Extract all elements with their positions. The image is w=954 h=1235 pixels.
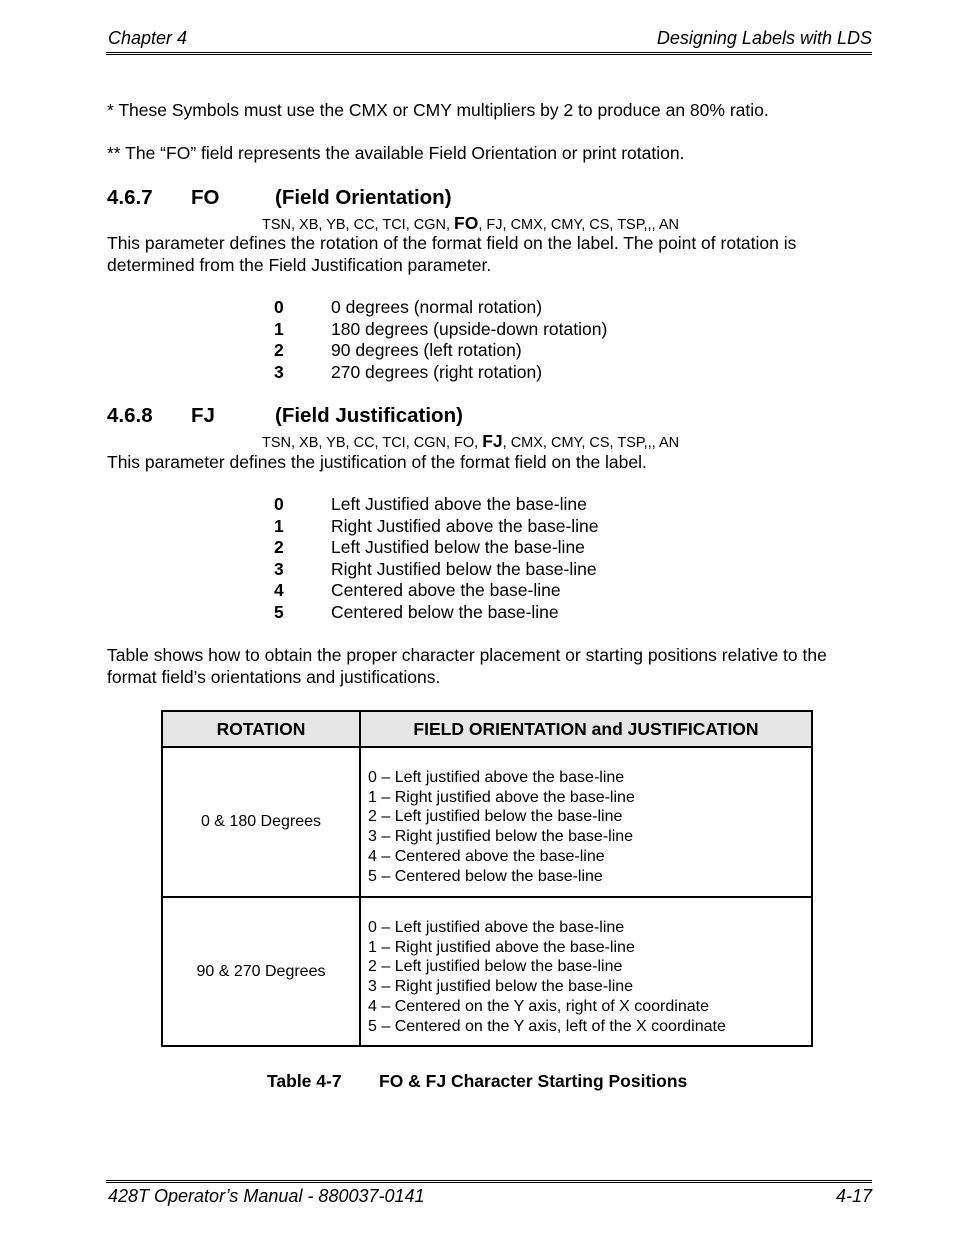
fo-note: ** The “FO” field represents the available Field Orientation or print rotation. [107,143,685,163]
option-key: 2 [274,537,284,557]
section-number: 4.6.7 [107,186,153,209]
starting-positions-table [161,710,813,1047]
option-value: 0 degrees (normal rotation) [331,297,543,317]
option-key: 2 [274,340,284,360]
section-code: FO [191,186,220,209]
option-key: 4 [274,580,284,600]
option-key: 1 [274,515,284,536]
option-value: Centered above the base-line [331,580,561,600]
caption-title: FO & FJ Character Starting Positions [379,1071,688,1091]
param-text: TSN, XB, YB, CC, TCI, CGN, [262,217,455,233]
option-value: 90 degrees (left rotation) [331,340,522,360]
rotation-value: 90 & 270 Degrees [196,962,326,980]
justification-line: 2 – Left justified below the base-line [368,808,623,826]
page-header [106,26,872,55]
rotation-cell [163,898,361,1045]
chapter-label: Chapter 4 [108,28,188,48]
table-row [163,748,811,898]
rotation-value: 0 & 180 Degrees [200,813,322,830]
table-caption [267,1071,688,1092]
justification-line: 4 – Centered above the base-line [368,847,605,865]
rotation-cell [163,748,361,896]
justification-line: 5 – Centered below the base-line [368,867,603,885]
option-key: 5 [274,601,284,622]
chapter-title: Designing Labels with LDS [656,28,872,48]
justification-cell [368,768,635,886]
justification-line: 1 – Right justified above the base-line [368,938,635,956]
manual-title: 428T Operator’s Manual - 880037-0141 [108,1186,425,1206]
section-code: FJ [191,404,215,427]
option-key: 3 [274,361,284,382]
option-key: 1 [274,318,284,339]
param-text: TSN, XB, YB, CC, TCI, CGN, FO, [262,435,483,451]
param-highlight: FO [454,213,479,233]
column-header-orientation: FIELD ORIENTATION and JUSTIFICATION [413,719,759,739]
option-value: 270 degrees (right rotation) [331,361,543,382]
column-header-rotation: ROTATION [163,712,361,746]
option-key: 0 [274,494,284,514]
param-highlight: FJ [482,431,503,451]
justification-line: 3 – Right justified below the base-line [368,828,634,846]
justification-line: 4 – Centered on the Y axis, right of X coordinate [368,997,709,1015]
option-value: Right Justified below the base-line [331,558,597,579]
justification-line: 3 – Right justified below the base-line [368,978,634,996]
justification-line: 0 – Left justified above the base-line [368,769,625,786]
option-key: 0 [274,297,284,317]
page-footer [106,1180,872,1211]
option-value: Left Justified above the base-line [331,494,587,514]
fj-description: This parameter defines the justification of the format field on the label. [107,452,647,472]
param-text: , FJ, CMX, CMY, CS, TSP,,, AN [478,217,679,233]
justification-line: 2 – Left justified below the base-line [368,958,623,976]
section-number: 4.6.8 [107,404,153,427]
page-number: 4-17 [835,1186,872,1206]
section-title: (Field Orientation) [275,186,452,209]
caption-label: Table 4-7 [267,1071,342,1091]
fo-description: This parameter defines the rotation of the format field on the label. The point of rotation is determined from the Field Justification parameter. [107,233,797,275]
option-value: Right Justified above the base-line [331,515,599,536]
symbol-note: * These Symbols must use the CMX or CMY multipliers by 2 to produce an 80% ratio. [107,100,769,120]
option-value: Centered below the base-line [331,601,559,622]
section-title: (Field Justification) [275,404,463,427]
justification-line: 0 – Left justified above the base-line [368,919,625,936]
param-sequence-fo [262,213,679,234]
justification-line: 1 – Right justified above the base-line [368,788,635,806]
justification-line: 5 – Centered on the Y axis, left of the X coordinate [368,1017,726,1035]
justification-cell [368,918,726,1036]
table-header-row [163,712,811,748]
param-sequence-fj [262,431,679,452]
table-row [163,898,811,1045]
table-intro: Table shows how to obtain the proper character placement or starting positions relative to the format field’s orientations and justifications. [107,645,827,687]
option-value: Left Justified below the base-line [331,537,585,557]
param-text: , CMX, CMY, CS, TSP,,, AN [502,435,680,451]
option-key: 3 [274,558,284,579]
option-value: 180 degrees (upside-down rotation) [331,318,608,339]
